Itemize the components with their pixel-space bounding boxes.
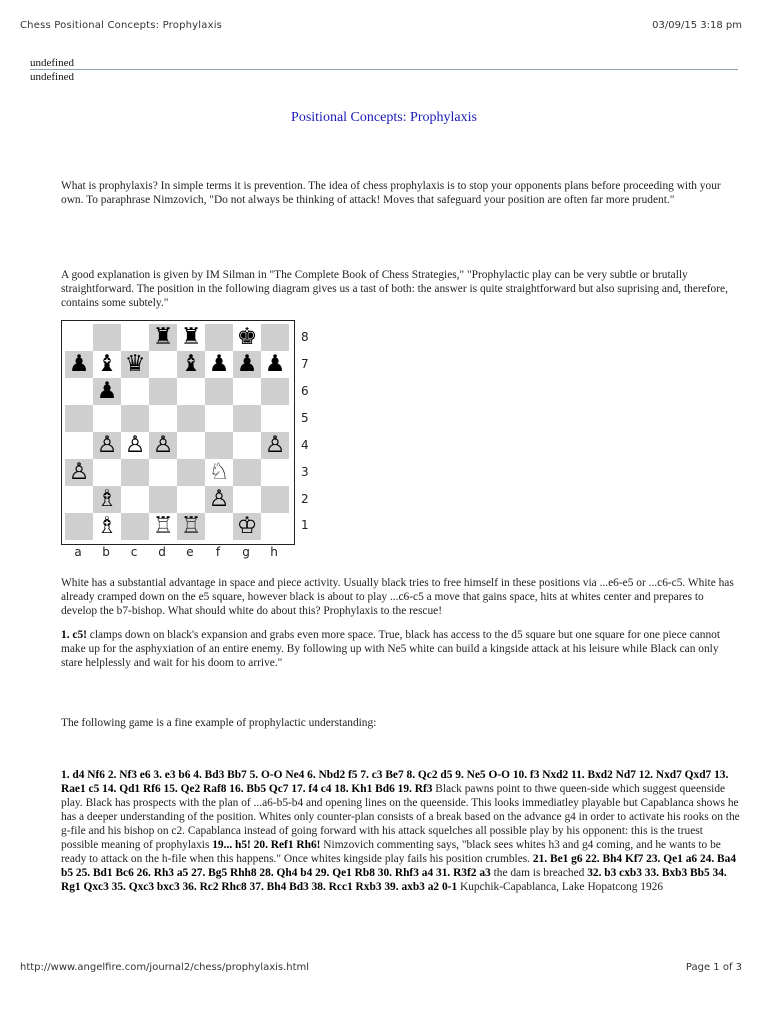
explanation-paragraph: A good explanation is given by IM Silman in "The Complete Book of Chess Strategies," "Prophylactic play can be very subtle or brutally straightforward. The position in the following diagram gives us a tast of both: the answer is quite straightforward but also suprising and, therefore, contains some subtely."	[61, 269, 728, 309]
solution-text: clamps down on black's expansion and grabs even more space. True, black has access to the d5 square but one square for one piece cannot make up for the asphyxiation of an entire enemy. By following up with Ne5 white can build a kingside attack at his leisure while Black can only stare helplessly and wait for his doom to arrive."	[61, 629, 721, 669]
board-square-b8	[93, 324, 121, 351]
board-square-f7	[205, 351, 233, 378]
board-square-b7	[93, 351, 121, 378]
game-moves: 32. b3 cxb3 33. Bxb3 Bb5 34. Rg1 Qxc3 35. Qxc3 bxc3 36. Rc2 Rhc8 37. Bh4 Bd3 38. Rcc1 Rxb3 39. axb3 a2 0-1	[61, 867, 727, 893]
rank-label: 6	[301, 384, 309, 398]
chess-piece: ♙	[208, 486, 230, 512]
board-square-d1	[149, 513, 177, 540]
chess-piece: ♔	[236, 513, 258, 539]
solution-move: 1. c5!	[61, 629, 87, 641]
chess-piece: ♛	[124, 351, 146, 377]
board-square-e3	[177, 459, 205, 486]
board-square-d2	[149, 486, 177, 513]
chess-piece: ♟	[68, 351, 90, 377]
header-divider	[30, 69, 738, 70]
rank-label: 7	[301, 357, 309, 371]
print-footer-page-number: Page 1 of 3	[685, 962, 742, 973]
game-comment: the dam is breached	[490, 867, 588, 879]
board-square-a5	[65, 405, 93, 432]
chess-piece: ♟	[208, 351, 230, 377]
board-square-a1	[65, 513, 93, 540]
board-square-e6	[177, 378, 205, 405]
rank-label: 4	[301, 438, 309, 452]
chess-piece: ♙	[264, 432, 286, 458]
chess-piece: ♙	[96, 432, 118, 458]
rank-label: 8	[301, 330, 309, 344]
board-square-f3	[205, 459, 233, 486]
board-square-d4	[149, 432, 177, 459]
board-square-g5	[233, 405, 261, 432]
board-square-b5	[93, 405, 121, 432]
file-label: g	[242, 545, 250, 559]
print-header-datetime: 03/09/15 3:18 pm	[652, 20, 742, 31]
game-moves: 19... h5! 20. Ref1 Rh6!	[212, 839, 321, 851]
rank-label: 1	[301, 518, 309, 532]
chess-piece: ♚	[236, 324, 258, 350]
file-label: a	[74, 545, 82, 559]
board-square-g6	[233, 378, 261, 405]
board-square-g1	[233, 513, 261, 540]
board-square-g3	[233, 459, 261, 486]
board-square-e4	[177, 432, 205, 459]
board-square-b2	[93, 486, 121, 513]
board-square-d8	[149, 324, 177, 351]
print-footer-url: http://www.angelfire.com/journal2/chess/prophylaxis.html	[20, 962, 310, 973]
file-label: b	[102, 545, 110, 559]
board-square-g2	[233, 486, 261, 513]
board-square-f8	[205, 324, 233, 351]
chess-piece: ♗	[96, 486, 118, 512]
intro-paragraph: What is prophylaxis? In simple terms it is prevention. The idea of chess prophylaxis is to stop your opponents plans before proceeding with your own. To paraphrase Nimzovich, "Do not always be thinking of attack! Moves that safeguard your position are often far more prudent."	[61, 180, 721, 206]
chess-piece: ♝	[96, 351, 118, 377]
chess-piece: ♟	[264, 351, 286, 377]
board-square-e5	[177, 405, 205, 432]
board-square-h1	[261, 513, 289, 540]
board-square-c4	[121, 432, 149, 459]
board-square-a2	[65, 486, 93, 513]
board-square-d5	[149, 405, 177, 432]
undefined-line-1: undefined	[30, 57, 74, 69]
board-square-d7	[149, 351, 177, 378]
game-comment: Black pawns point to thwe queen-side which suggest queenside play. Black has prospects with the plan of ...a6-b5-b4 and opening lines on the queenside. This looks immediatley playable but Capablanca shows he has a deeper understanding of the position. Whites only counter-plan consists of a break based on the advance g4 in order to activate his rooks on the g-file and his bishop on c2. Capablanca instead of going forward with his attack squelches all possible play by his opponent: this is the truest possible meaning of prophylaxis	[61, 783, 740, 851]
chess-piece: ♝	[180, 351, 202, 377]
chess-piece: ♘	[208, 459, 230, 485]
board-square-e2	[177, 486, 205, 513]
board-square-b1	[93, 513, 121, 540]
board-square-f4	[205, 432, 233, 459]
game-comment: Nimzovich commenting says, "black sees whites h3 and g4 coming, and he wants to be ready to attack on the h-file when this happens." Once whites kingside play fails his position crumbles.	[61, 839, 721, 865]
board-square-a6	[65, 378, 93, 405]
undefined-line-2: undefined	[30, 71, 74, 83]
board-square-f5	[205, 405, 233, 432]
chess-piece: ♟	[96, 378, 118, 404]
board-square-h2	[261, 486, 289, 513]
file-label: f	[215, 545, 221, 559]
board-square-b3	[93, 459, 121, 486]
board-square-h7	[261, 351, 289, 378]
chess-piece: ♗	[96, 513, 118, 539]
game-moves: 1. d4 Nf6 2. Nf3 e6 3. e3 b6 4. Bd3 Bb7 5. O-O Ne4 6. Nbd2 f5 7. c3 Be7 8. Qc2 d5 9. Ne5 O-O 10. f3 Nxd2 11. Bxd2 Nd7 12. Nxd7 Qxd7 13. Rae1 c5 14. Qd1 Rf6 15. Qe2 Raf8 16. Bb5 Qc7 17. f4 c4 18. Kh1 Bd6 19. Rf3	[61, 769, 729, 795]
solution-paragraph	[61, 628, 741, 670]
file-label: e	[186, 545, 194, 559]
chess-piece: ♙	[152, 432, 174, 458]
chess-board	[65, 324, 289, 540]
board-square-a3	[65, 459, 93, 486]
board-square-f2	[205, 486, 233, 513]
board-square-e8	[177, 324, 205, 351]
chess-diagram	[61, 320, 295, 545]
game-source: Kupchik-Capablanca, Lake Hopatcong 1926	[457, 881, 664, 893]
file-label: d	[158, 545, 166, 559]
chess-piece: ♙	[68, 459, 90, 485]
rank-label: 3	[301, 465, 309, 479]
game-moves: 21. Be1 g6 22. Bh4 Kf7 23. Qe1 a6 24. Ba4 b5 25. Bd1 Bc6 26. Rh3 a5 27. Bg5 Rhh8 28. Qh4 b4 29. Qe1 Rb8 30. Rhf3 a4 31. R3f2 a3	[61, 853, 737, 879]
chess-piece: ♖	[152, 513, 174, 539]
chess-piece: ♟	[236, 351, 258, 377]
board-square-c5	[121, 405, 149, 432]
board-square-e7	[177, 351, 205, 378]
board-square-g8	[233, 324, 261, 351]
article-title: Positional Concepts: Prophylaxis	[291, 110, 477, 125]
chess-piece: ♜	[152, 324, 174, 350]
board-square-d6	[149, 378, 177, 405]
print-header-title: Chess Positional Concepts: Prophylaxis	[20, 20, 223, 31]
board-square-h6	[261, 378, 289, 405]
chess-piece: ♜	[180, 324, 202, 350]
board-square-h5	[261, 405, 289, 432]
rank-label: 5	[301, 411, 309, 425]
board-square-c6	[121, 378, 149, 405]
board-square-c3	[121, 459, 149, 486]
board-square-e1	[177, 513, 205, 540]
chess-piece: ♖	[180, 513, 202, 539]
board-square-h4	[261, 432, 289, 459]
analysis-paragraph: White has a substantial advantage in space and piece activity. Usually black tries to free himself in these positions via ...e6-e5 or ...c6-c5. White has already cramped down on the e5 square, however black is about to play ...c6-c5 a move that gains space, hits at whites center and prepares to develop the b7-bishop. What should white do about this? Prophylaxis to the rescue!	[61, 577, 734, 617]
chess-piece: ♙	[124, 432, 146, 458]
board-square-g4	[233, 432, 261, 459]
rank-label: 2	[301, 492, 309, 506]
board-square-f6	[205, 378, 233, 405]
file-label: c	[130, 545, 138, 559]
file-label: h	[270, 545, 278, 559]
board-square-a4	[65, 432, 93, 459]
game-intro-paragraph: The following game is a fine example of prophylactic understanding:	[61, 717, 377, 729]
board-square-g7	[233, 351, 261, 378]
board-square-b4	[93, 432, 121, 459]
board-square-c8	[121, 324, 149, 351]
board-square-b6	[93, 378, 121, 405]
board-square-c1	[121, 513, 149, 540]
board-square-c7	[121, 351, 149, 378]
board-square-f1	[205, 513, 233, 540]
board-square-c2	[121, 486, 149, 513]
board-square-d3	[149, 459, 177, 486]
board-square-a7	[65, 351, 93, 378]
board-square-h8	[261, 324, 289, 351]
board-square-h3	[261, 459, 289, 486]
game-score-paragraph	[61, 768, 741, 894]
board-square-a8	[65, 324, 93, 351]
